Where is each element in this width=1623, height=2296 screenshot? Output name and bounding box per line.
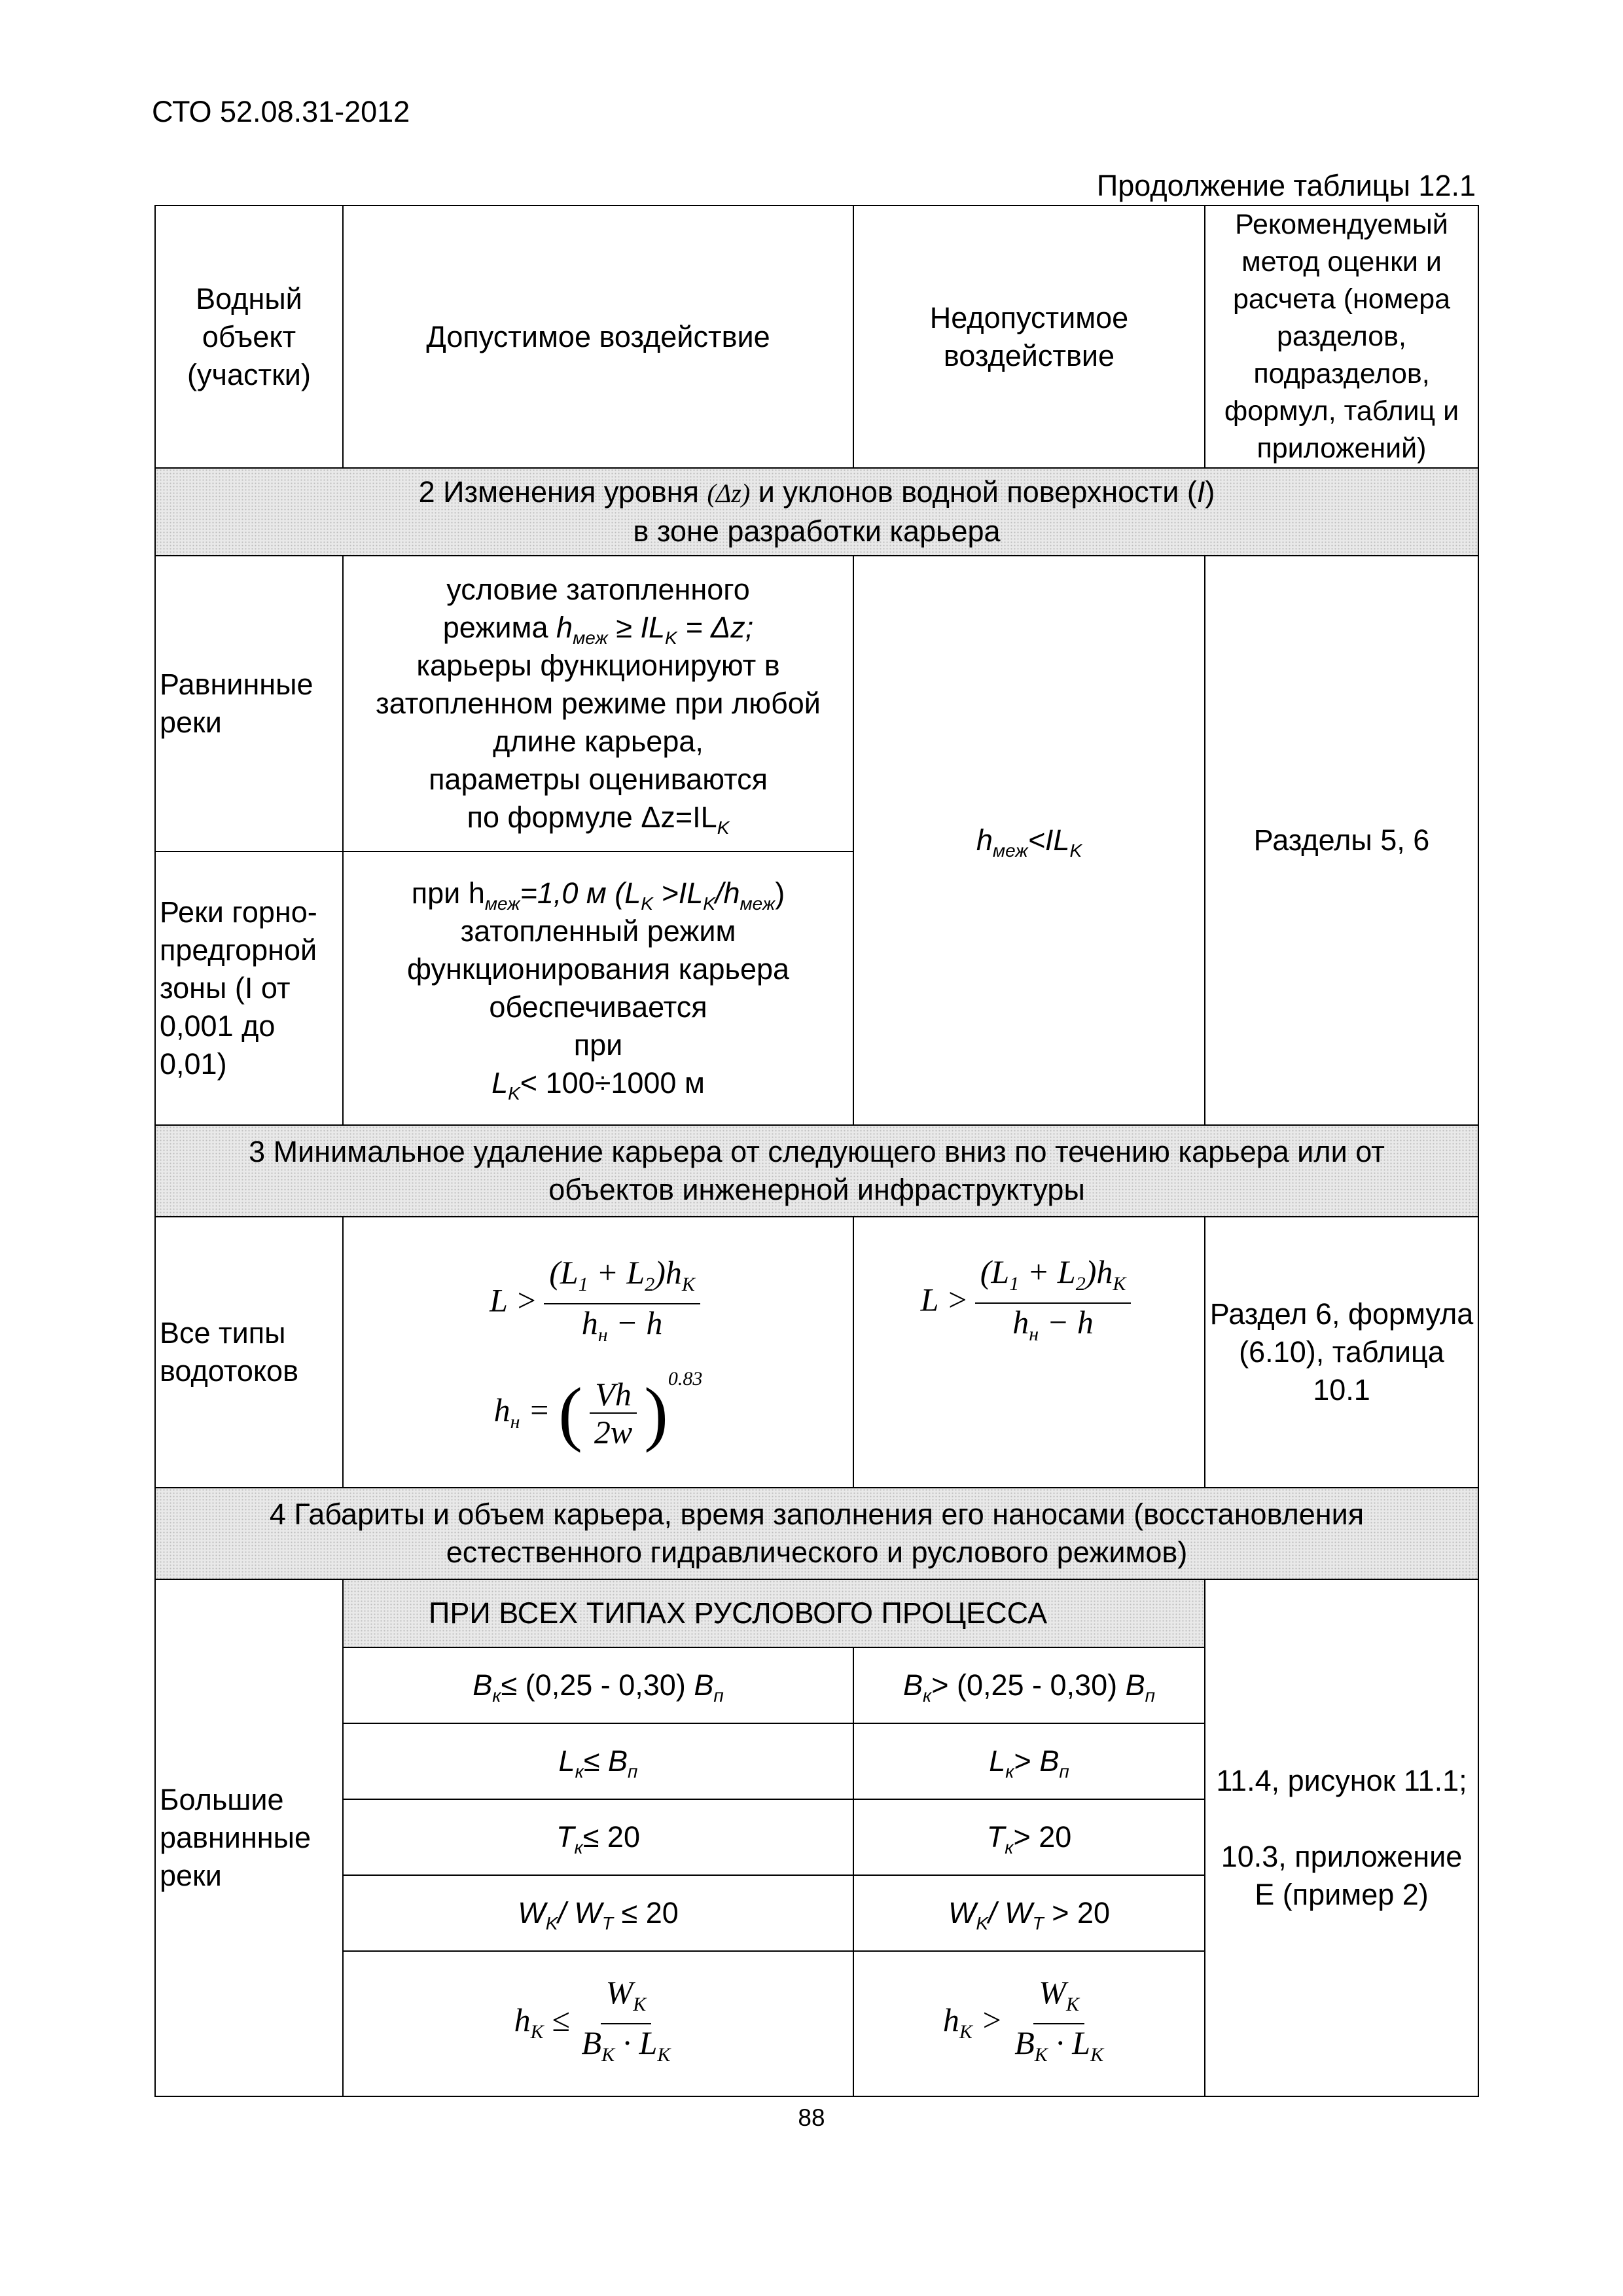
object-large-rivers: Большие равнинные реки [155,1579,343,2096]
document-code: СТО 52.08.31-2012 [152,95,410,128]
allowed-plain-rivers: условие затопленного режима $h_{меж} \ge IL_K = \Delta z$; карьеры функционируют в затопленном режиме при любой длине карьера, параметры оцениваются по формуле $\Delta z=IL_K$ [343,556,853,852]
method-section-2: Разделы 5, 6 [1205,556,1478,1125]
row-all-streams [155,1217,1478,1488]
header-method [1205,206,1478,468]
cond-left-width: $B_к\le (0,25 - 0,30)$ $B_п$ [343,1647,853,1723]
hn-formula: $h_н$ = ( $\frac{Vh}{2w}$ )$^{0.83}$ [493,1367,703,1454]
cond-right-volume: $W_K/$ $W_T > 20$ [853,1875,1205,1951]
cond-left-time: $T_к\le 20$ [343,1799,853,1875]
cond-right-time: $T_к> 20$ [853,1799,1205,1875]
header-allowed: Допустимое воздействие [343,206,853,468]
section-3-heading: 3 Минимальное удаление карьера от следующего вниз по течению карьера или от объектов инженерной инфраструктуры [155,1125,1478,1217]
cond-right-length: $L_к> B_п$ [853,1723,1205,1799]
section-4-row [155,1488,1478,1579]
header-unallowed: Недопустимое воздействие [853,206,1205,468]
cond-left-length: $L_к\le B_п$ [343,1723,853,1799]
method-large-rivers: 11.4, рисунок 11.1; 10.3, приложение Е (пример 2) [1205,1579,1478,2096]
object-plain-rivers: Равнинные реки [155,556,343,852]
distance-formula: L > $\frac{(L_1 + L_2)h_K}{h_н - h}$ [348,1254,849,1354]
table-continuation-caption: Продолжение таблицы 12.1 [1096,169,1476,202]
section-2-heading: 2 Изменения уровня (Δz) и уклонов водной поверхности (I) в зоне разработки карьера [155,468,1478,556]
page-number: 88 [798,2104,825,2131]
cond-right-width: $B_к> (0,25 - 0,30)$ $B_п$ [853,1647,1205,1723]
row-plain-rivers [155,556,1478,852]
header-object: Водный объект (участки) [155,206,343,468]
section-3-row [155,1125,1478,1217]
table-header-row [155,206,1478,468]
method-all-streams: Раздел 6, формула (6.10), таблица 10.1 [1205,1217,1478,1488]
distance-formula-unallowed: L > $\frac{(L_1 + L_2)h_K}{h_н - h}$ [858,1253,1200,1353]
object-mountain-rivers: Реки горно-предгорной зоны (I от 0,001 до 0,01) [155,852,343,1125]
allowed-all-streams-formulas [343,1217,853,1488]
section-4-heading: 4 Габариты и объем карьера, время заполнения его наносами (восстановления естественного гидравлического и руслового режимов) [155,1488,1478,1579]
section-2-row [155,468,1478,556]
row-large-rivers-subheader [155,1579,1478,1647]
cond-left-depth-formula: $h_K$ ≤ $\frac{W_K}{B_K \cdot L_K}$ [343,1951,853,2096]
cond-right-depth-formula: $h_K$ > $\frac{W_K}{B_K \cdot L_K}$ [853,1951,1205,2096]
allowed-mountain-rivers: при $h_{меж}=1,0$ м $(L_K >IL_K/h_{меж})$ затопленный режим функционирования карьера обеспечивается при $L_K< 100\div 1000$ м [343,852,853,1125]
unallowed-section-2: $h_{меж}<IL_K$ [853,556,1205,1125]
all-channel-types-subheader: ПРИ ВСЕХ ТИПАХ РУСЛОВОГО ПРОЦЕССА [343,1579,1205,1647]
cond-left-volume: $W_K/$ $W_T \le 20$ [343,1875,853,1951]
header-method-text: Рекомендуемый метод оценки и расчета (номера разделов, подразделов, формул, таблиц и приложений) [1224,209,1459,464]
unallowed-all-streams-formula [853,1217,1205,1488]
table-12-1 [154,205,1478,2097]
object-all-streams: Все типы водотоков [155,1217,343,1488]
